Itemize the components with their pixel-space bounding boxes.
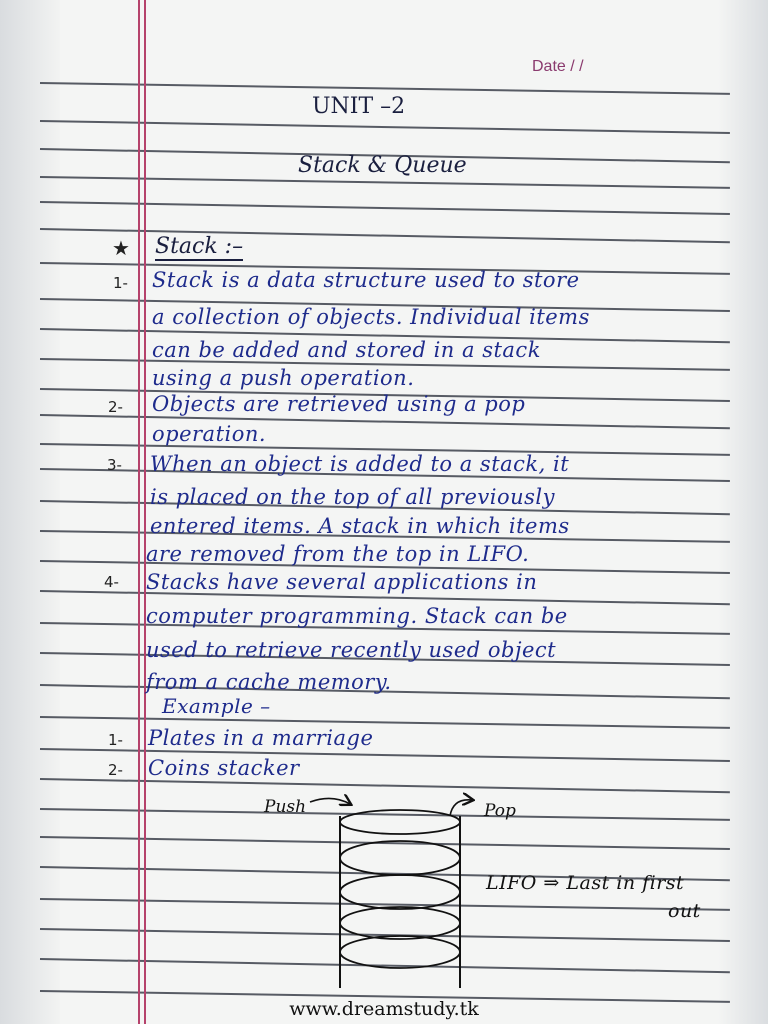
point-line: computer programming. Stack can be <box>146 604 568 628</box>
pop-arrow <box>450 800 472 816</box>
point-line: operation. <box>152 422 267 446</box>
plate-item <box>340 841 460 875</box>
pop-label: Pop <box>484 801 516 821</box>
page-edge-shadow-left <box>0 0 60 1024</box>
page-edge-shadow-right <box>718 0 768 1024</box>
example-label: Example – <box>162 694 271 718</box>
lifo-note-line1: LIFO ⇒ Last in first <box>486 872 685 894</box>
point-line: Stack is a data structure used to store <box>152 268 580 292</box>
unit-title: UNIT –2 <box>312 94 406 119</box>
point-line: Objects are retrieved using a pop <box>152 392 526 416</box>
margin-line-2 <box>144 0 146 1024</box>
point-line: a collection of objects. Individual items <box>152 305 590 329</box>
example-item: Plates in a marriage <box>148 726 374 750</box>
example-item: Coins stacker <box>148 756 300 780</box>
point-line: using a push operation. <box>152 366 415 390</box>
plate-item <box>340 810 460 834</box>
plate-item <box>340 907 460 939</box>
example-number: 2- <box>108 761 123 779</box>
point-line: Stacks have several applications in <box>146 570 538 594</box>
section-heading: Stack :– <box>155 234 244 259</box>
star-marker: ★ <box>112 236 130 260</box>
point-line: used to retrieve recently used object <box>146 638 557 662</box>
point-line: from a cache memory. <box>146 670 392 694</box>
point-number: 2- <box>108 398 123 416</box>
point-number: 4- <box>104 573 119 591</box>
example-number: 1- <box>108 731 123 749</box>
point-number: 1- <box>113 274 128 292</box>
plate-item <box>340 936 460 968</box>
push-label: Push <box>264 797 307 817</box>
stack-diagram <box>250 780 520 990</box>
lifo-note-line2: out <box>668 900 701 922</box>
margin-line-1 <box>138 0 140 1024</box>
push-arrow <box>310 798 350 804</box>
watermark-footer: www.dreamstudy.tk <box>289 998 479 1020</box>
point-line: When an object is added to a stack, it <box>150 452 570 476</box>
point-line: is placed on the top of all previously <box>150 485 555 509</box>
point-line: can be added and stored in a stack <box>152 338 541 362</box>
point-number: 3- <box>107 456 122 474</box>
point-line: are removed from the top in LIFO. <box>146 542 530 566</box>
date-label: Date / / <box>532 58 584 75</box>
topic-title: Stack & Queue <box>298 153 467 178</box>
point-line: entered items. A stack in which items <box>150 514 570 538</box>
plate-item <box>340 875 460 909</box>
